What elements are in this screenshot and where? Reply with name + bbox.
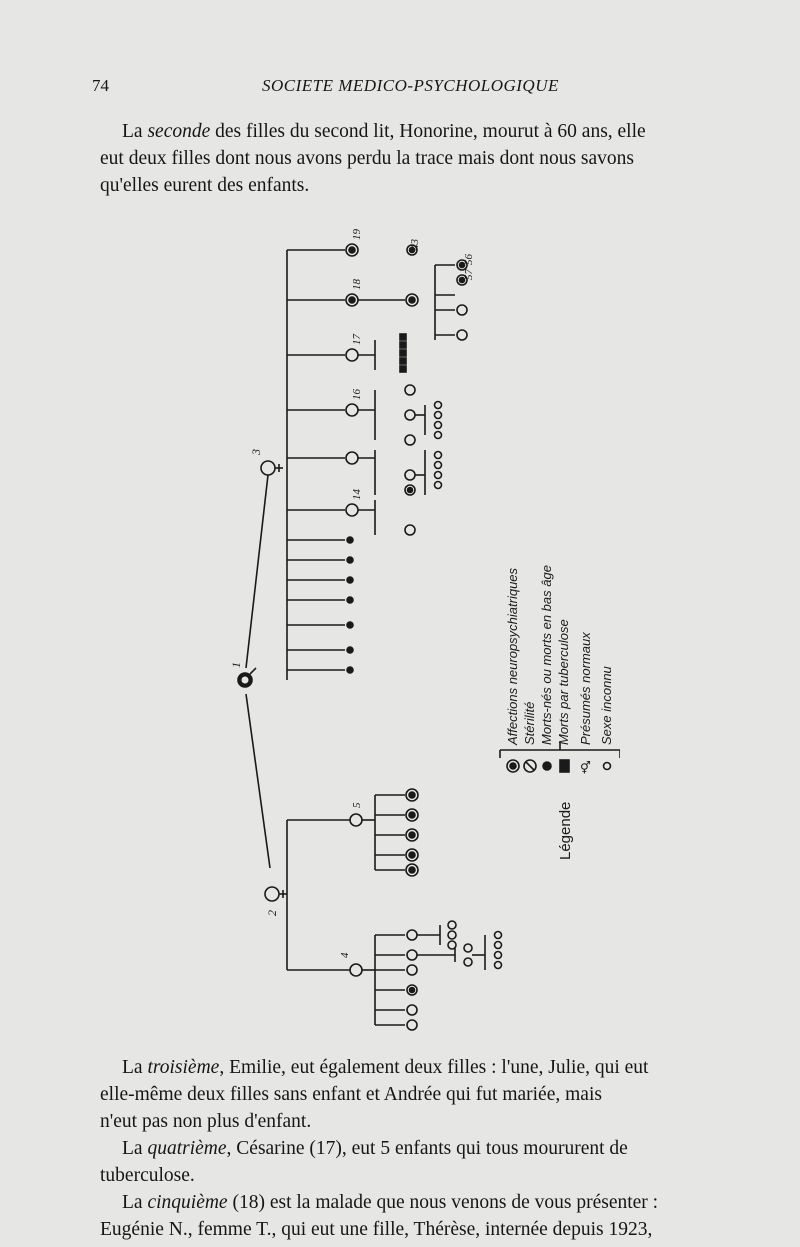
label-16: 16 bbox=[351, 389, 363, 400]
upper-children bbox=[287, 244, 358, 673]
emphasis-text: troisième bbox=[147, 1057, 220, 1078]
text-line: tuberculose. bbox=[100, 1165, 195, 1186]
female-circle bbox=[261, 461, 275, 475]
text-span: des filles du second lit, Honorine, mourut à 60 ans, elle bbox=[210, 121, 646, 142]
label-1: 1 bbox=[229, 662, 243, 668]
text-line bbox=[100, 118, 770, 145]
label-17: 17 bbox=[351, 334, 363, 345]
label-56: 56 bbox=[463, 254, 475, 265]
label-4: 4 bbox=[339, 952, 351, 958]
text-line: qu'elles eurent des enfants. bbox=[100, 175, 310, 196]
filled-square-icon bbox=[560, 760, 569, 772]
label-19: 19 bbox=[351, 229, 363, 240]
text-line bbox=[100, 1135, 770, 1162]
legend-label: Sexe inconnu bbox=[599, 666, 614, 745]
label-2: 2 bbox=[265, 910, 279, 916]
text-span: (18) est la malade que nous venons de vous présenter : bbox=[227, 1192, 659, 1213]
label-43: 43 bbox=[409, 239, 421, 250]
text-span: La bbox=[122, 1057, 148, 1078]
text-span: La bbox=[122, 121, 148, 142]
page-number: 74 bbox=[92, 76, 109, 95]
emphasis-text: quatrième bbox=[147, 1138, 227, 1159]
pedigree-diagram bbox=[200, 210, 620, 1045]
running-title: SOCIETE MEDICO-PSYCHOLOGIQUE bbox=[262, 76, 559, 95]
text-line: Eugénie N., femme T., qui eut une fille, Thérèse, internée depuis 1923, bbox=[100, 1219, 653, 1240]
text-line: elle-même deux filles sans enfant et Andrée qui fut mariée, mais bbox=[100, 1084, 602, 1105]
text-span: , Césarine (17), eut 5 enfants qui tous moururent de bbox=[226, 1138, 628, 1159]
text-span: , Emilie, eut également deux filles : l'une, Julie, qui eut bbox=[219, 1057, 649, 1078]
page-header bbox=[92, 76, 740, 104]
text-span: La bbox=[122, 1192, 148, 1213]
pedigree-figure bbox=[200, 210, 620, 1045]
text-line: n'eut pas non plus d'enfant. bbox=[100, 1111, 312, 1132]
intro-paragraph bbox=[100, 118, 770, 199]
closing-paragraphs bbox=[100, 1054, 770, 1243]
label-18: 18 bbox=[351, 279, 363, 290]
founder-symbol bbox=[238, 668, 256, 687]
legend bbox=[500, 565, 620, 860]
founder-inner-circle bbox=[242, 677, 249, 684]
link-line bbox=[246, 694, 270, 868]
label-3: 3 bbox=[249, 449, 263, 455]
legend-label: Morts par tuberculose bbox=[556, 619, 571, 745]
text-line bbox=[100, 1054, 770, 1081]
text-line: eut deux filles dont nous avons perdu la trace mais dont nous savons bbox=[100, 148, 634, 169]
male-arrow-line bbox=[250, 668, 256, 674]
legend-title: Légende bbox=[557, 801, 574, 860]
emphasis-text: seconde bbox=[147, 121, 211, 142]
next-generation bbox=[358, 245, 467, 535]
label-57: 57 bbox=[463, 269, 475, 280]
legend-label: Affections neuropsychiatriques bbox=[505, 567, 520, 745]
legend-label: Présumés normaux bbox=[578, 632, 593, 745]
label-14: 14 bbox=[351, 489, 363, 500]
link-line bbox=[246, 475, 268, 668]
text-line bbox=[100, 1189, 770, 1216]
label-5: 5 bbox=[351, 802, 363, 808]
legend-label: Morts-nés ou morts en bas âge bbox=[539, 565, 554, 745]
lower-children bbox=[287, 789, 502, 1030]
female-circle bbox=[265, 887, 279, 901]
male-female-symbol-icon: ⚥ bbox=[580, 761, 591, 775]
text-span: La bbox=[122, 1138, 148, 1159]
legend-label: Stérilité bbox=[522, 701, 537, 745]
small-circle-icon bbox=[604, 763, 611, 770]
filled-dot-icon bbox=[543, 762, 551, 770]
emphasis-text: cinquième bbox=[147, 1192, 228, 1213]
